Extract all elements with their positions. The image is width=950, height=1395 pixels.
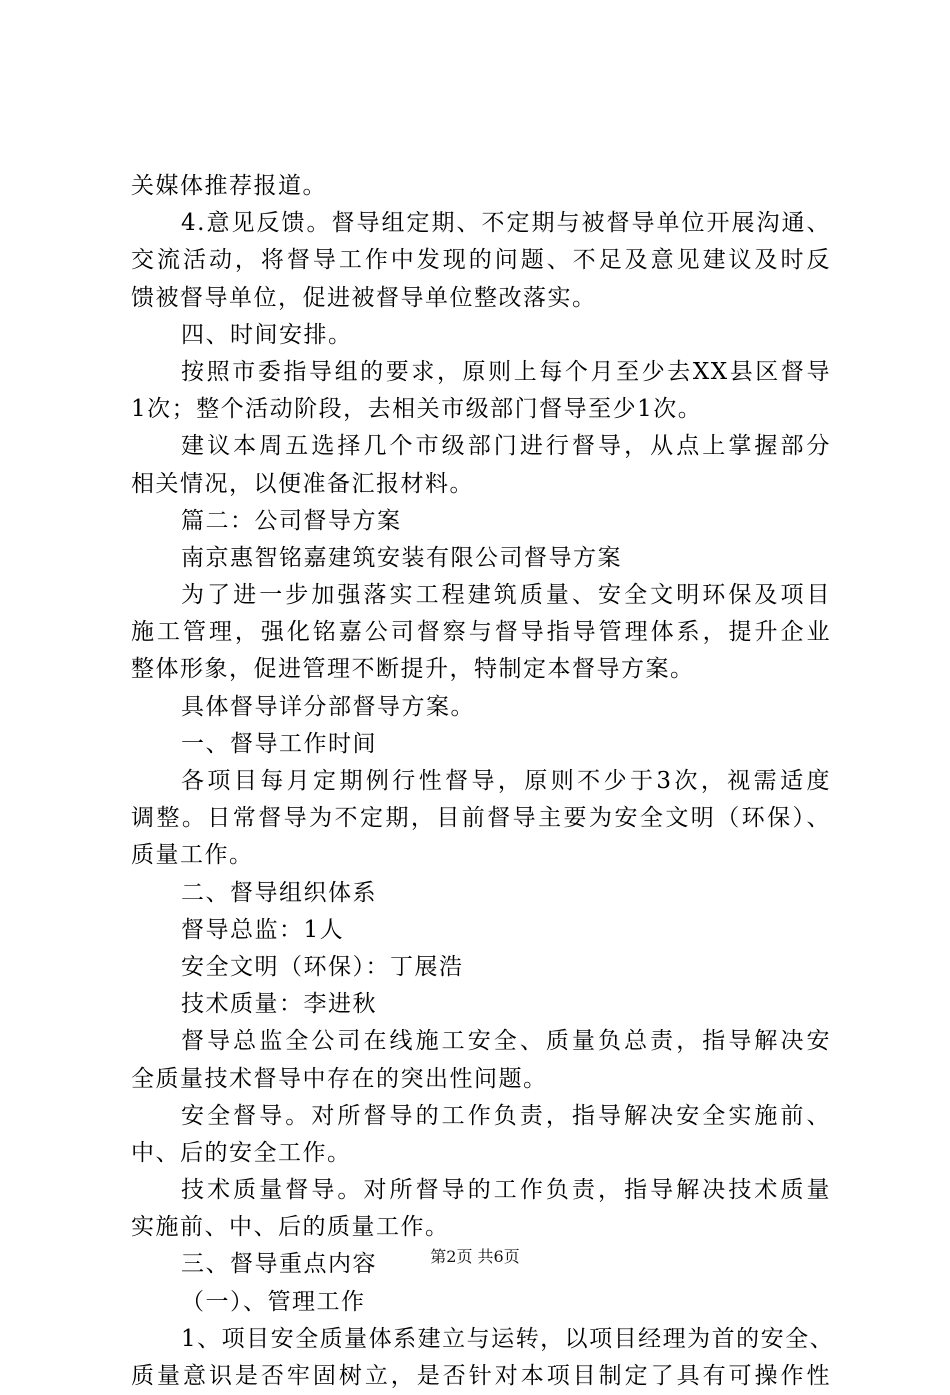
text-line: 一、督导工作时间	[181, 730, 377, 757]
text-line: 四、时间安排。	[181, 321, 353, 348]
text-line: 建议本周五选择几个市级部门进行督导，从点上掌握部分	[181, 433, 831, 460]
text-line: 各项目每月定期例行性督导，原则不少于3次，视需适度	[181, 768, 831, 794]
text-line: 4.意见反馈。督导组定期、不定期与被督导单位开展沟通、	[181, 210, 831, 237]
text-line: 安全文明（环保）：丁展浩	[181, 953, 464, 980]
text-line: 安全督导。对所督导的工作负责，指导解决安全实施前、	[181, 1102, 831, 1129]
text-line: 为了进一步加强落实工程建筑质量、安全文明环保及项目	[181, 582, 831, 609]
text-line: 督导总监全公司在线施工安全、质量负总责，指导解决安	[181, 1028, 831, 1055]
text-line: 1次；整个活动阶段，去相关市级部门督导至少1次。	[131, 396, 703, 423]
text-line: 督导总监：1人	[181, 916, 345, 943]
text-line: 1、项目安全质量体系建立与运转，以项目经理为首的安全、	[181, 1325, 835, 1352]
page-footer: 第2页 共6页	[430, 1247, 520, 1266]
text-line: 三、督导重点内容	[181, 1251, 377, 1278]
text-line: 南京惠智铭嘉建筑安装有限公司督导方案	[181, 544, 622, 571]
text-line: 质量工作。	[131, 842, 254, 869]
document-body	[131, 168, 835, 1395]
text-line: 整体形象，促进管理不断提升，特制定本督导方案。	[131, 656, 695, 683]
text-line: （一）、管理工作	[181, 1288, 366, 1315]
text-line: 按照市委指导组的要求，原则上每个月至少去XX县区督导	[181, 358, 831, 385]
text-line: 质量意识是否牢固树立，是否针对本项目制定了具有可操作性	[131, 1363, 831, 1389]
text-line: 调整。日常督导为不定期，目前督导主要为安全文明（环保）、	[131, 805, 831, 832]
text-line: 实施前、中、后的质量工作。	[131, 1214, 450, 1241]
text-line: 二、督导组织体系	[181, 879, 377, 906]
text-line: 技术质量督导。对所督导的工作负责，指导解决技术质量	[181, 1177, 831, 1204]
text-line: 关媒体推荐报道。	[131, 173, 327, 199]
text-line: 具体督导详分部督导方案。	[181, 693, 475, 720]
text-line: 相关情况，以便准备汇报材料。	[131, 470, 474, 497]
text-line: 技术质量：李进秋	[181, 991, 377, 1018]
text-line: 中、后的安全工作。	[131, 1139, 352, 1166]
text-line: 全质量技术督导中存在的突出性问题。	[131, 1065, 548, 1092]
text-line: 交流活动，将督导工作中发现的问题、不足及意见建议及时反	[131, 247, 831, 274]
text-line: 施工管理，强化铭嘉公司督察与督导指导管理体系，提升企业	[131, 619, 831, 646]
text-line: 篇二：公司督导方案	[181, 507, 402, 534]
text-line: 馈被督导单位，促进被督导单位整改落实。	[131, 284, 597, 311]
